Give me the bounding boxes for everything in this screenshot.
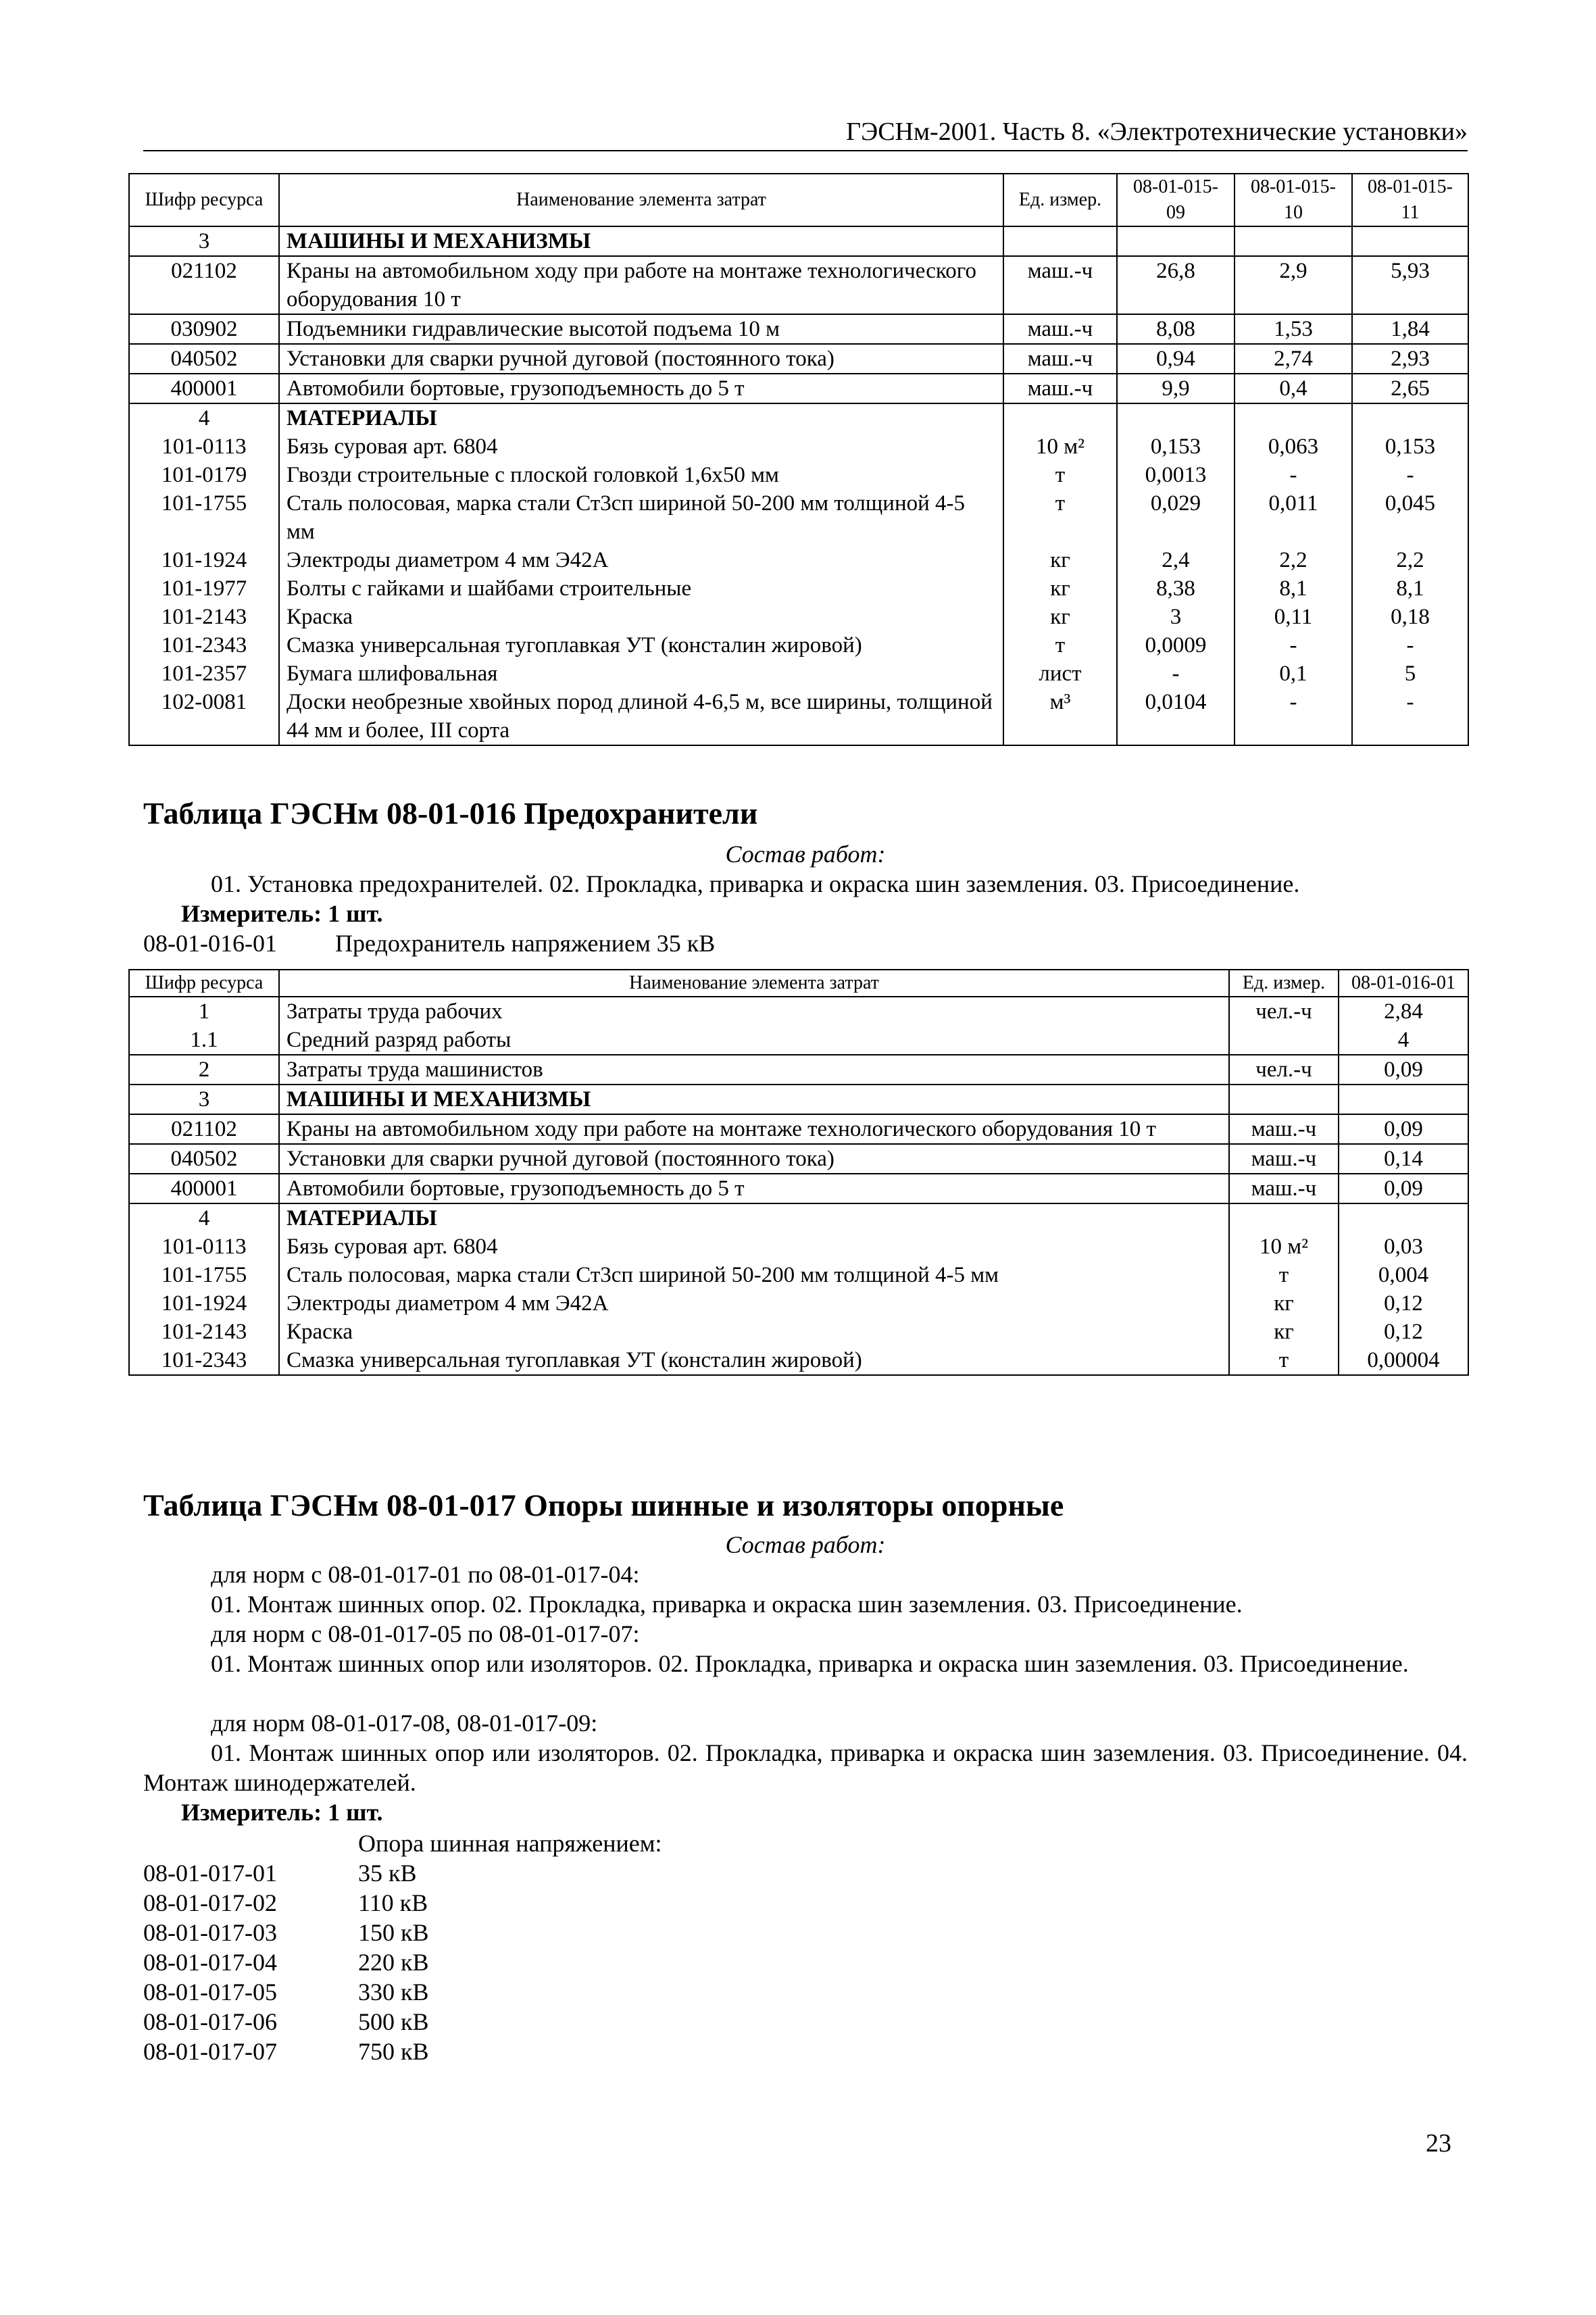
variant-name: 220 кВ (358, 1949, 429, 1976)
norm-value: 2,4 (1117, 546, 1235, 574)
table-row (129, 546, 1468, 574)
header-norm: 08-01-016-01 (1339, 970, 1468, 997)
resource-code: 3 (129, 226, 279, 256)
section-row (129, 1085, 1468, 1114)
resource-table-016 (128, 969, 1469, 1376)
resource-name: МАШИНЫ И МЕХАНИЗМЫ (279, 226, 1003, 256)
variant-code: 08-01-017-05 (143, 1978, 277, 2006)
unit-of-measure: маш.-ч (1003, 344, 1117, 374)
unit-of-measure: маш.-ч (1229, 1144, 1339, 1174)
section-row (129, 226, 1468, 256)
norm-value: - (1235, 461, 1352, 489)
norm-value: 0,09 (1339, 1055, 1468, 1085)
variant-name: Предохранитель напряжением 35 кВ (335, 930, 716, 957)
norm-value: 0,153 (1117, 432, 1235, 461)
resource-code: 400001 (129, 374, 279, 403)
resource-code: 4 (129, 1203, 279, 1233)
norm-value (1117, 226, 1235, 256)
resource-name: Сталь полосовая, марка стали Ст3сп шириной 50-200 мм толщиной 4-5 мм (279, 489, 1003, 546)
norm-value: 0,0013 (1117, 461, 1235, 489)
norm-value (1352, 226, 1468, 256)
header-code: Шифр ресурса (129, 174, 279, 226)
header-name: Наименование элемента затрат (279, 970, 1229, 997)
header-unit: Ед. измер. (1229, 970, 1339, 997)
section-row (129, 1203, 1468, 1233)
table-row (129, 489, 1468, 546)
header-name: Наименование элемента затрат (279, 174, 1003, 226)
resource-code: 101-1924 (129, 1289, 279, 1318)
unit-of-measure: маш.-ч (1229, 1114, 1339, 1144)
unit-of-measure: маш.-ч (1003, 374, 1117, 403)
resource-code: 040502 (129, 1144, 279, 1174)
norm-value: 2,74 (1235, 344, 1352, 374)
table-row (129, 1174, 1468, 1203)
resource-code: 021102 (129, 256, 279, 314)
resource-name: Болты с гайками и шайбами строительные (279, 574, 1003, 603)
table-017-title: Таблица ГЭСНм 08-01-017 Опоры шинные и изоляторы опорные (143, 1488, 1064, 1522)
table-header-row (129, 970, 1468, 997)
unit-of-measure: т (1229, 1346, 1339, 1375)
resource-code: 1 (129, 997, 279, 1026)
unit-of-measure: маш.-ч (1003, 314, 1117, 344)
resource-name: МАШИНЫ И МЕХАНИЗМЫ (279, 1085, 1229, 1114)
section-row (129, 403, 1468, 432)
table-row (129, 997, 1468, 1026)
table-row (129, 1318, 1468, 1346)
resource-name: Затраты труда машинистов (279, 1055, 1229, 1085)
resource-name: Краска (279, 603, 1003, 631)
variant-code: 08-01-017-01 (143, 1860, 277, 1887)
measure-unit: Измеритель: 1 шт. (181, 900, 383, 927)
norm-value: 0,0009 (1117, 631, 1235, 659)
norm-value: 8,08 (1117, 314, 1235, 344)
resource-code: 030902 (129, 314, 279, 344)
table-row (129, 688, 1468, 745)
norm-value: 0,011 (1235, 489, 1352, 546)
unit-of-measure: т (1229, 1261, 1339, 1289)
norm-value: 2,2 (1352, 546, 1468, 574)
resource-name: МАТЕРИАЛЫ (279, 1203, 1229, 1233)
norm-value: - (1352, 631, 1468, 659)
norm-value: 2,2 (1235, 546, 1352, 574)
norm-value: 2,93 (1352, 344, 1468, 374)
work-composition-label: Состав работ: (725, 1531, 886, 1558)
resource-name: Установки для сварки ручной дуговой (постоянного тока) (279, 344, 1003, 374)
resource-code: 101-2357 (129, 659, 279, 688)
table-header-row (129, 174, 1468, 226)
header-norm: 08-01-015-09 (1117, 174, 1235, 226)
unit-of-measure: т (1003, 489, 1117, 546)
variant-code: 08-01-017-02 (143, 1889, 277, 1916)
resource-code: 101-0179 (129, 461, 279, 489)
norm-value: 0,063 (1235, 432, 1352, 461)
norm-value: 2,84 (1339, 997, 1468, 1026)
norm-value: 0,94 (1117, 344, 1235, 374)
norm-value: 8,38 (1117, 574, 1235, 603)
table-row (129, 1289, 1468, 1318)
norm-value: 26,8 (1117, 256, 1235, 314)
variant-name: 750 кВ (358, 2038, 429, 2065)
unit-of-measure: лист (1003, 659, 1117, 688)
variant-code: 08-01-017-07 (143, 2038, 277, 2065)
norms-range-label: для норм с 08-01-017-05 по 08-01-017-07: (211, 1620, 640, 1647)
page-number: 23 (1426, 2129, 1451, 2158)
norm-value: - (1235, 688, 1352, 745)
norm-value: 0,004 (1339, 1261, 1468, 1289)
norm-value: 0,1 (1235, 659, 1352, 688)
table-row (129, 603, 1468, 631)
unit-of-measure: кг (1229, 1289, 1339, 1318)
norm-value (1235, 226, 1352, 256)
unit-of-measure: маш.-ч (1003, 256, 1117, 314)
norm-value: 1,53 (1235, 314, 1352, 344)
resource-name: Автомобили бортовые, грузоподъемность до 5 т (279, 374, 1003, 403)
unit-of-measure: 10 м² (1229, 1233, 1339, 1261)
norms-work-text: 01. Монтаж шинных опор или изоляторов. 02. Прокладка, приварка и окраска шин заземления. 03. Присоединение. 04. Монтаж шинодержателей. (143, 1739, 1468, 1796)
unit-of-measure: кг (1003, 574, 1117, 603)
resource-name: Смазка универсальная тугоплавкая УТ (консталин жировой) (279, 1346, 1229, 1375)
resource-code: 3 (129, 1085, 279, 1114)
resource-name: Гвозди строительные с плоской головкой 1,6х50 мм (279, 461, 1003, 489)
variant-code: 08-01-016-01 (143, 930, 277, 957)
norm-value: 0,12 (1339, 1289, 1468, 1318)
resource-name: Автомобили бортовые, грузоподъемность до 5 т (279, 1174, 1229, 1203)
resource-name: Затраты труда рабочих (279, 997, 1229, 1026)
norm-value (1339, 1085, 1468, 1114)
norm-value: 0,0104 (1117, 688, 1235, 745)
resource-code: 101-1755 (129, 1261, 279, 1289)
work-composition-text: 01. Установка предохранителей. 02. Прокладка, приварка и окраска шин заземления. 03. Присоединение. (211, 870, 1300, 897)
norm-value: 0,029 (1117, 489, 1235, 546)
norm-value: 3 (1117, 603, 1235, 631)
variant-code: 08-01-017-06 (143, 2008, 277, 2035)
header-code: Шифр ресурса (129, 970, 279, 997)
work-composition-label: Состав работ: (725, 841, 886, 868)
unit-of-measure: кг (1003, 603, 1117, 631)
norm-value (1339, 1203, 1468, 1233)
norm-value: - (1352, 688, 1468, 745)
table-row (129, 1055, 1468, 1085)
norm-value: 0,045 (1352, 489, 1468, 546)
unit-of-measure: чел.-ч (1229, 1055, 1339, 1085)
table-row (129, 1114, 1468, 1144)
table-row (129, 432, 1468, 461)
resource-code: 101-1977 (129, 574, 279, 603)
resource-name: Установки для сварки ручной дуговой (постоянного тока) (279, 1144, 1229, 1174)
variant-name: 330 кВ (358, 1978, 429, 2006)
resource-name: Средний разряд работы (279, 1026, 1229, 1055)
header-rule (143, 150, 1468, 151)
norm-value: 5,93 (1352, 256, 1468, 314)
unit-of-measure: чел.-ч (1229, 997, 1339, 1026)
resource-name: Бязь суровая арт. 6804 (279, 432, 1003, 461)
table-row (129, 374, 1468, 403)
resource-code: 101-1924 (129, 546, 279, 574)
norms-range-label: для норм 08-01-017-08, 08-01-017-09: (211, 1710, 598, 1737)
norm-value: 8,1 (1352, 574, 1468, 603)
norm-value: 0,153 (1352, 432, 1468, 461)
norm-value: 0,09 (1339, 1114, 1468, 1144)
table-row (129, 659, 1468, 688)
resource-code: 101-0113 (129, 432, 279, 461)
norm-value: 0,00004 (1339, 1346, 1468, 1375)
resource-name: Смазка универсальная тугоплавкая УТ (консталин жировой) (279, 631, 1003, 659)
norm-value: 0,09 (1339, 1174, 1468, 1203)
unit-of-measure (1229, 1203, 1339, 1233)
table-row (129, 344, 1468, 374)
resource-code: 101-0113 (129, 1233, 279, 1261)
resource-name: Краны на автомобильном ходу при работе на монтаже технологического оборудования 10 т (279, 1114, 1229, 1144)
unit-of-measure: маш.-ч (1229, 1174, 1339, 1203)
table-row (129, 1026, 1468, 1055)
table-row (129, 461, 1468, 489)
resource-code: 101-2143 (129, 1318, 279, 1346)
resource-code: 4 (129, 403, 279, 432)
norm-value: 0,18 (1352, 603, 1468, 631)
resource-code: 1.1 (129, 1026, 279, 1055)
measure-unit: Измеритель: 1 шт. (181, 1799, 383, 1826)
norm-value: 0,12 (1339, 1318, 1468, 1346)
table-016-title: Таблица ГЭСНм 08-01-016 Предохранители (143, 796, 758, 830)
table-row (129, 1144, 1468, 1174)
variant-name: 110 кВ (358, 1889, 428, 1916)
resource-code: 400001 (129, 1174, 279, 1203)
norm-value: - (1117, 659, 1235, 688)
resource-code: 102-0081 (129, 688, 279, 745)
norm-value: 2,9 (1235, 256, 1352, 314)
table-row (129, 631, 1468, 659)
resource-name: Краны на автомобильном ходу при работе на монтаже технологического оборудования 10 т (279, 256, 1003, 314)
table-row (129, 314, 1468, 344)
table-row (129, 256, 1468, 314)
norm-value: 9,9 (1117, 374, 1235, 403)
unit-of-measure: т (1003, 631, 1117, 659)
norm-value: 0,11 (1235, 603, 1352, 631)
variant-name: 150 кВ (358, 1919, 429, 1946)
resource-code: 101-2343 (129, 1346, 279, 1375)
norm-value: 8,1 (1235, 574, 1352, 603)
norm-value: 0,4 (1235, 374, 1352, 403)
unit-of-measure (1229, 1026, 1339, 1055)
norm-value (1352, 403, 1468, 432)
resource-code: 101-2143 (129, 603, 279, 631)
resource-name: Электроды диаметром 4 мм Э42А (279, 546, 1003, 574)
norms-range-label: для норм с 08-01-017-01 по 08-01-017-04: (211, 1561, 640, 1588)
variant-name: 35 кВ (358, 1860, 417, 1887)
resource-name: Электроды диаметром 4 мм Э42А (279, 1289, 1229, 1318)
unit-of-measure (1003, 403, 1117, 432)
norm-value: 1,84 (1352, 314, 1468, 344)
unit-of-measure: кг (1003, 546, 1117, 574)
norm-value: - (1352, 461, 1468, 489)
norms-work-text: 01. Монтаж шинных опор или изоляторов. 02. Прокладка, приварка и окраска шин заземления. 03. Присоединение. (211, 1650, 1409, 1677)
norms-work-text: 01. Монтаж шинных опор. 02. Прокладка, приварка и окраска шин заземления. 03. Присоединение. (211, 1591, 1243, 1618)
norm-value (1117, 403, 1235, 432)
resource-code: 101-2343 (129, 631, 279, 659)
resource-name: Краска (279, 1318, 1229, 1346)
resource-code: 2 (129, 1055, 279, 1085)
variants-caption: Опора шинная напряжением: (358, 1830, 662, 1857)
variant-code: 08-01-017-04 (143, 1949, 277, 1976)
resource-code: 040502 (129, 344, 279, 374)
unit-of-measure (1003, 226, 1117, 256)
norm-value: 0,03 (1339, 1233, 1468, 1261)
unit-of-measure (1229, 1085, 1339, 1114)
norm-value (1235, 403, 1352, 432)
resource-table-015 (128, 173, 1469, 746)
unit-of-measure: 10 м² (1003, 432, 1117, 461)
norm-value: 5 (1352, 659, 1468, 688)
table-row (129, 1233, 1468, 1261)
norm-value: 4 (1339, 1026, 1468, 1055)
table-row (129, 574, 1468, 603)
variant-code: 08-01-017-03 (143, 1919, 277, 1946)
header-norm: 08-01-015-11 (1352, 174, 1468, 226)
variant-name: 500 кВ (358, 2008, 429, 2035)
table-row (129, 1346, 1468, 1375)
resource-name: Бязь суровая арт. 6804 (279, 1233, 1229, 1261)
unit-of-measure: т (1003, 461, 1117, 489)
resource-code: 101-1755 (129, 489, 279, 546)
resource-name: Бумага шлифовальная (279, 659, 1003, 688)
unit-of-measure: кг (1229, 1318, 1339, 1346)
table-row (129, 1261, 1468, 1289)
norm-value: - (1235, 631, 1352, 659)
resource-name: Сталь полосовая, марка стали Ст3сп шириной 50-200 мм толщиной 4-5 мм (279, 1261, 1229, 1289)
resource-name: Доски необрезные хвойных пород длиной 4-6,5 м, все ширины, толщиной 44 мм и более, III сорта (279, 688, 1003, 745)
norm-value: 0,14 (1339, 1144, 1468, 1174)
unit-of-measure: м³ (1003, 688, 1117, 745)
page-header: ГЭСНм-2001. Часть 8. «Электротехнические установки» (846, 118, 1468, 146)
norm-value: 2,65 (1352, 374, 1468, 403)
resource-name: Подъемники гидравлические высотой подъема 10 м (279, 314, 1003, 344)
resource-name: МАТЕРИАЛЫ (279, 403, 1003, 432)
header-unit: Ед. измер. (1003, 174, 1117, 226)
header-norm: 08-01-015-10 (1235, 174, 1352, 226)
resource-code: 021102 (129, 1114, 279, 1144)
